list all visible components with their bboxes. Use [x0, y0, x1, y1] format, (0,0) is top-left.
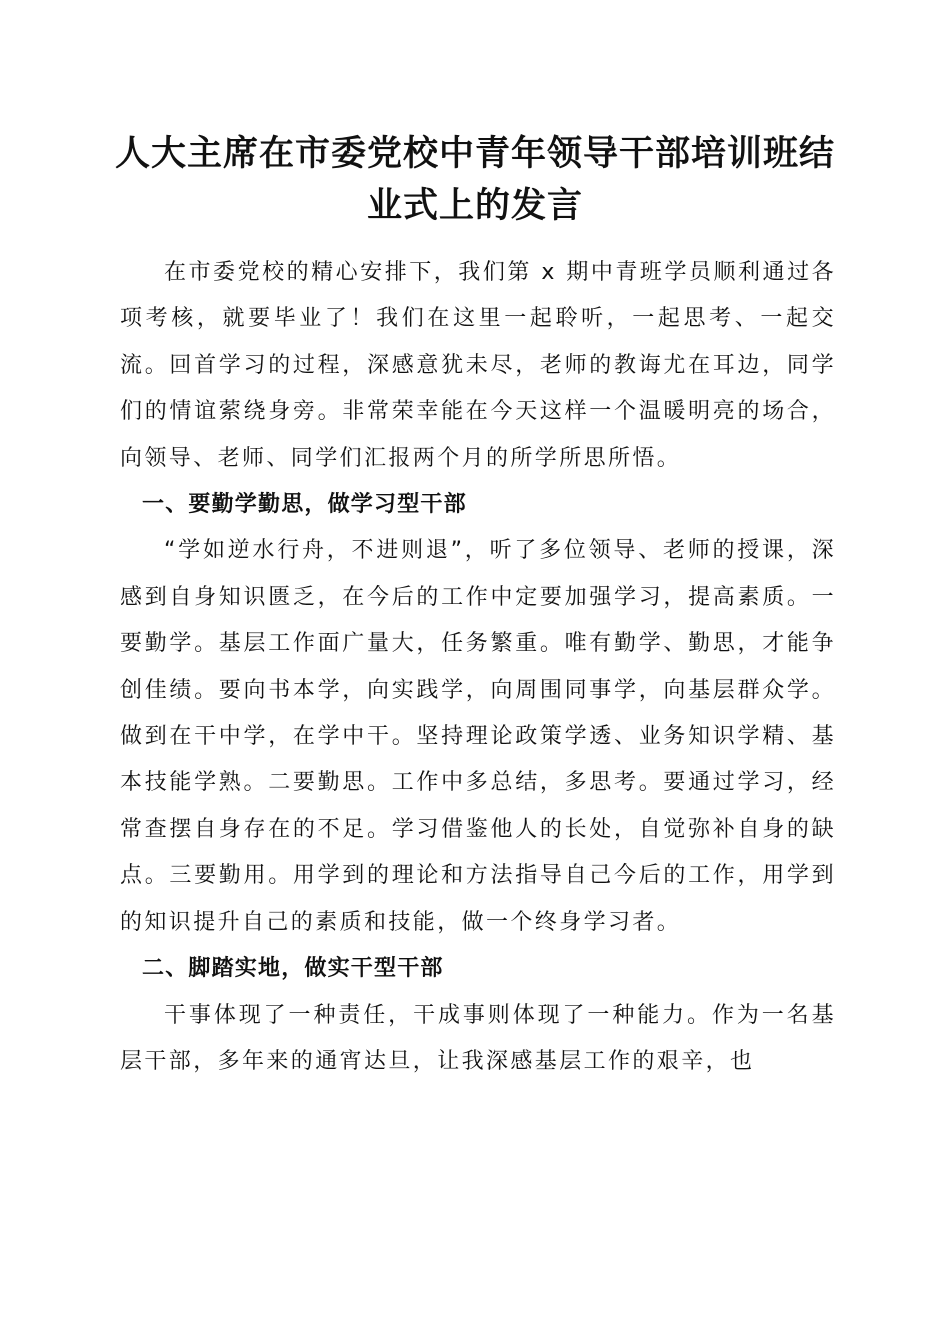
intro-paragraph: 在市委党校的精心安排下，我们第 x 期中青班学员顺利通过各项考核，就要毕业了！我们在这里一起聆听，一起思考、一起交流。回首学习的过程，深感意犹未尽，老师的教诲尤在耳边，同学们的情谊萦绕身旁。非常荣幸能在今天这样一个温暖明亮的场合，向领导、老师、同学们汇报两个月的所学所思所悟。 [120, 260, 836, 471]
section-2-paragraph: 干事体现了一种责任，干成事则体现了一种能力。作为一名基层干部，多年来的通宵达旦，让我深感基层工作的艰辛，也 [120, 1002, 836, 1074]
title-line-1: 人大主席在市委党校中青年领导干部培训班结 [114, 133, 835, 174]
section-1-heading: 一、要勤学勤思，做学习型干部 [142, 492, 467, 518]
document-body [120, 250, 836, 1085]
section-2-heading: 二、脚踏实地，做实干型干部 [142, 956, 444, 982]
document-title [100, 128, 850, 232]
section-1-paragraph: “学如逆水行舟，不进则退”，听了多位领导、老师的授课，深感到自身知识匮乏，在今后的工作中定要加强学习，提高素质。一要勤学。基层工作面广量大，任务繁重。唯有勤学、勤思，才能争创佳绩。要向书本学，向实践学，向周围同事学，向基层群众学。做到在干中学，在学中干。坚持理论政策学透、业务知识学精、基本技能学熟。二要勤思。工作中多总结，多思考。要通过学习，经常查摆自身存在的不足。学习借鉴他人的长处，自觉弥补自身的缺点。三要勤用。用学到的理论和方法指导自己今后的工作，用学到的知识提升自己的素质和技能，做一个终身学习者。 [120, 538, 836, 935]
title-line-2: 业式上的发言 [366, 185, 583, 226]
